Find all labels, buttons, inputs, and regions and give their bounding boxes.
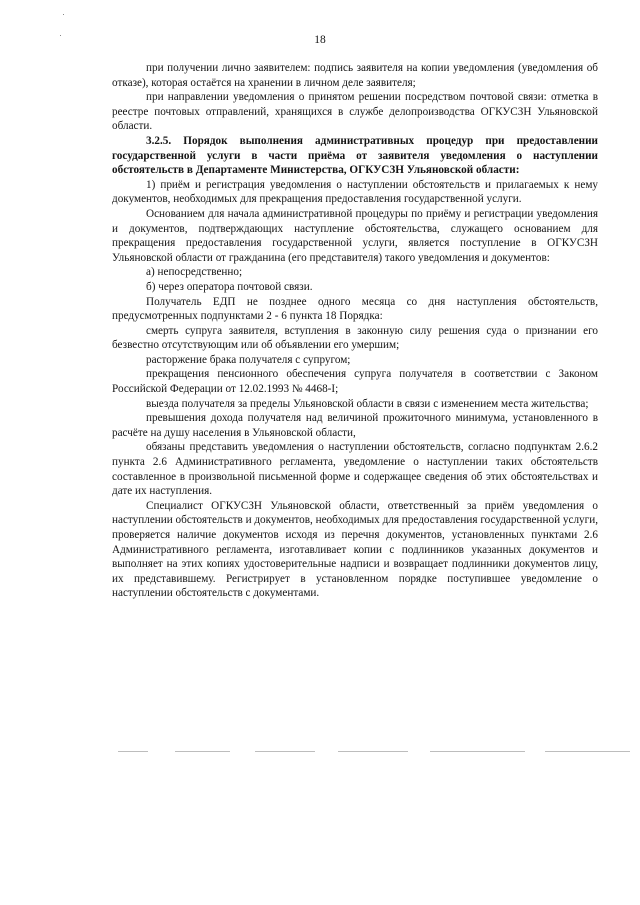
section-heading: 3.2.5. Порядок выполнения административных процедур при предоставлении государственной услуги в части приёма от заявителя уведомления о наступлении обстоятельств в Департаменте Министерства, ОГКУСЗН Ульяновской области:: [112, 134, 598, 177]
paragraph: Основанием для начала административной процедуры по приёму и регистрации уведомления и документов, подтверждающих наступление обстоятельства, служащего основанием для прекращения предоставления государственной услуги, является поступление в ОГКУСЗН Ульяновской области от гражданина (его представителя) такого уведомления и документов:: [112, 207, 598, 264]
paragraph: прекращения пенсионного обеспечения супруга получателя в соответствии с Законом Российской Федерации от 12.02.1993 № 4468-I;: [112, 368, 598, 396]
page-number: 18: [314, 34, 326, 46]
paragraph: выезда получателя за пределы Ульяновской области в связи с изменением места жительства;: [146, 397, 589, 410]
paragraph: б) через оператора почтовой связи.: [146, 280, 313, 293]
paragraph: Специалист ОГКУСЗН Ульяновской области, ответственный за приём уведомления о наступлении обстоятельств и документов, необходимых для предоставления государственной услуги, проверяется наличие документов исходя из перечня документов, установленных пунктами 2.6 Административного регламента, изготавливает копии с подлинников указанных документов и выполняет на этих копиях удостоверительные надписи и возвращает подлинники документов лицу, их представившему. Регистрирует в установленном порядке поступившее уведомление о наступлении обстоятельств с документами.: [112, 499, 598, 600]
paragraph: смерть супруга заявителя, вступления в законную силу решения суда о признании его безвестно отсутствующим или об объявлении его умершим;: [112, 324, 598, 352]
paragraph: 1) приём и регистрация уведомления о наступлении обстоятельств и прилагаемых к нему документов, необходимых для прекращения предоставления государственной услуги.: [112, 178, 598, 206]
scan-artifact-line: [255, 751, 315, 752]
scan-artifact-line: [118, 751, 148, 752]
paragraph: а) непосредственно;: [146, 266, 243, 279]
paragraph: Получатель ЕДП не позднее одного месяца со дня наступления обстоятельств, предусмотренных подпунктами 2 - 6 пункта 18 Порядка:: [112, 295, 598, 323]
document-body: [112, 61, 598, 601]
scan-artifact-line: [175, 751, 230, 752]
scan-artifact-line: [338, 751, 408, 752]
paragraph: превышения дохода получателя над величиной прожиточного минимума, установленного в расчёте на душу населения в Ульяновской области,: [112, 412, 598, 439]
paragraph: расторжение брака получателя с супругом;: [146, 353, 351, 366]
scan-artifact-line: [430, 751, 525, 752]
paragraph: при получении лично заявителем: подпись заявителя на копии уведомления (уведомления об отказе), которая остаётся на хранении в личном деле заявителя;: [112, 62, 598, 89]
scan-speck: [63, 14, 64, 15]
paragraph: обязаны представить уведомления о наступлении обстоятельств, согласно подпунктам 2.6.2 пункта 2.6 Административного регламента, уведомление о наступлении таких обстоятельств составленное в произвольной письменной форме и содержащее сведения об этих обстоятельствах и дате их наступления.: [112, 441, 598, 498]
paragraph: при направлении уведомления о принятом решении посредством почтовой связи: отметка в реестре почтовых отправлений, хранящихся в службе делопроизводства ОГКУСЗН Ульяновской области.: [112, 91, 598, 133]
scan-artifact-line: [545, 751, 630, 752]
